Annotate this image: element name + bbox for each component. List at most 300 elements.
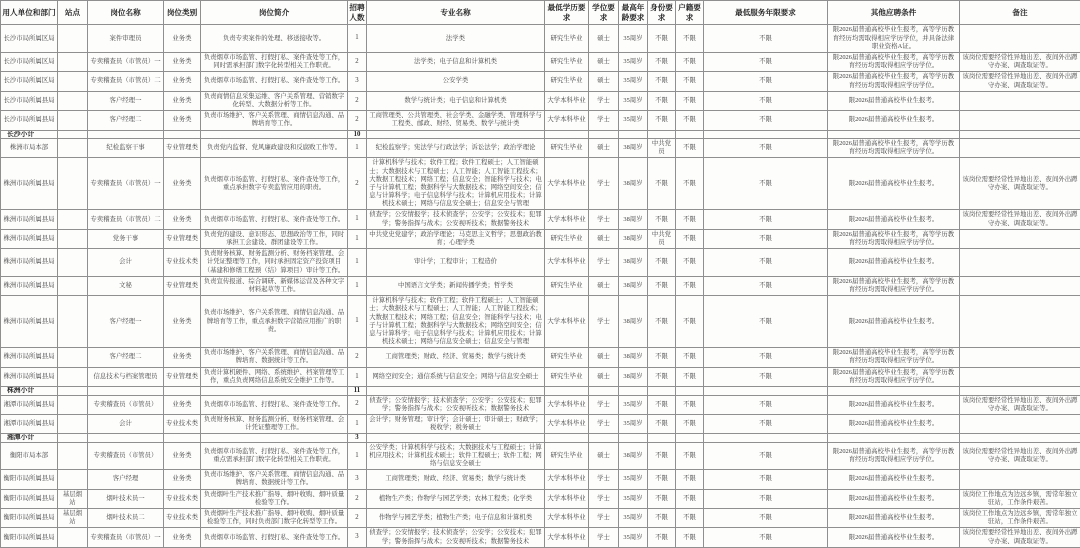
cell-count: 2 bbox=[348, 489, 367, 508]
cell-hukou: 不限 bbox=[676, 25, 704, 53]
cell-desc: 负责烟草市场监管、打假打私、案件查处等工作。 bbox=[201, 72, 348, 91]
cell-site bbox=[58, 348, 88, 367]
cell-unit: 衡阳市局本部 bbox=[1, 442, 58, 470]
cell-other bbox=[828, 434, 960, 442]
cell-service: 不限 bbox=[704, 509, 828, 528]
cell-unit: 株洲小计 bbox=[1, 387, 58, 395]
cell-age bbox=[619, 130, 648, 138]
cell-category: 专业技术类 bbox=[164, 509, 201, 528]
cell-degree: 硕士 bbox=[589, 367, 619, 386]
cell-edu: 大学本科毕业 bbox=[545, 249, 589, 277]
cell-count: 1 bbox=[348, 249, 367, 277]
cell-unit: 衡阳市局所属县局 bbox=[1, 470, 58, 489]
cell-count: 1 bbox=[348, 367, 367, 386]
cell-unit: 长沙市局所属县局 bbox=[1, 111, 58, 130]
cell-count: 1 bbox=[348, 138, 367, 157]
cell-age bbox=[619, 387, 648, 395]
cell-hukou: 不限 bbox=[676, 367, 704, 386]
cell-site bbox=[58, 210, 88, 229]
cell-desc: 负责计算机硬件、网络、系统维护、档案管理等工作，重点负责网络信息系统安全维护工作等。 bbox=[201, 367, 348, 386]
cell-edu: 大学本科毕业 bbox=[545, 395, 589, 414]
cell-desc: 负责市场维护、客户关系管理、商情信息沟通、品牌培育、数据统计等工作。 bbox=[201, 348, 348, 367]
cell-unit: 衡阳市局所属县局 bbox=[1, 509, 58, 528]
cell-service: 不限 bbox=[704, 528, 828, 547]
cell-edu: 大学本科毕业 bbox=[545, 111, 589, 130]
cell-title: 专卖稽查员（市管员）一 bbox=[88, 528, 164, 547]
cell-service: 不限 bbox=[704, 158, 828, 210]
cell-category: 专业技术类 bbox=[164, 249, 201, 277]
column-header-hukou: 户籍要求 bbox=[676, 1, 704, 25]
cell-majors: 工商管理类、公共管理类、社会学类、金融学类、管理科学与工程类、邮政、财经、贸易类、数学与统计类 bbox=[367, 111, 545, 130]
cell-age: 38周岁 bbox=[619, 249, 648, 277]
cell-remark: 该岗位需要经常性异地出差、夜间外出蹲守办案、调查取证等。 bbox=[960, 53, 1080, 72]
cell-site bbox=[58, 158, 88, 210]
cell-site bbox=[58, 414, 88, 433]
cell-identity: 不限 bbox=[648, 210, 676, 229]
cell-hukou: 不限 bbox=[676, 111, 704, 130]
cell-other: 限2026届普通高校毕业生报考，高等学历教育经历均需取得相应学历学位。 bbox=[828, 442, 960, 470]
table-row bbox=[1, 138, 1080, 157]
cell-identity: 不限 bbox=[648, 25, 676, 53]
cell-title: 专卖稽查员（市管员）一 bbox=[88, 158, 164, 210]
cell-count: 2 bbox=[348, 348, 367, 367]
cell-identity: 不限 bbox=[648, 509, 676, 528]
cell-title bbox=[88, 434, 164, 442]
cell-other: 限2026届普通高校毕业生报考，高等学历教育经历均需取得相应学历学位。 bbox=[828, 276, 960, 295]
cell-title: 信息技术与档案管理员 bbox=[88, 367, 164, 386]
cell-service bbox=[704, 387, 828, 395]
cell-category: 业务类 bbox=[164, 470, 201, 489]
cell-identity: 不限 bbox=[648, 489, 676, 508]
column-header-edu: 最低学历要求 bbox=[545, 1, 589, 25]
cell-category: 业务类 bbox=[164, 442, 201, 470]
cell-degree bbox=[589, 434, 619, 442]
column-header-degree: 学位要求 bbox=[589, 1, 619, 25]
cell-age: 35周岁 bbox=[619, 395, 648, 414]
column-header-site: 站点 bbox=[58, 1, 88, 25]
cell-desc: 负责烟草市场监管、打假打私、案件查处等工作。 bbox=[201, 210, 348, 229]
cell-title: 烟叶技术员二 bbox=[88, 509, 164, 528]
cell-service: 不限 bbox=[704, 395, 828, 414]
cell-identity: 不限 bbox=[648, 72, 676, 91]
header-row bbox=[1, 1, 1080, 25]
cell-site bbox=[58, 130, 88, 138]
cell-age: 38周岁 bbox=[619, 210, 648, 229]
cell-count: 10 bbox=[348, 130, 367, 138]
cell-title bbox=[88, 130, 164, 138]
column-header-other: 其他应聘条件 bbox=[828, 1, 960, 25]
cell-unit: 株洲市局所属县局 bbox=[1, 158, 58, 210]
cell-identity bbox=[648, 434, 676, 442]
table-row bbox=[1, 210, 1080, 229]
cell-remark bbox=[960, 296, 1080, 348]
cell-remark: 该岗位需要经常性异地出差、夜间外出蹲守办案、调查取证等。 bbox=[960, 158, 1080, 210]
cell-age: 38周岁 bbox=[619, 138, 648, 157]
cell-service bbox=[704, 130, 828, 138]
cell-age: 38周岁 bbox=[619, 158, 648, 210]
cell-edu: 大学本科毕业 bbox=[545, 158, 589, 210]
cell-desc: 负责党内监督、党风廉政建设和反腐败工作等。 bbox=[201, 138, 348, 157]
cell-unit: 株洲市局所属县局 bbox=[1, 249, 58, 277]
cell-other: 限2026届普通高校毕业生报考，高等学历教育经历均需取得相应学历学位。 bbox=[828, 348, 960, 367]
cell-majors: 工商管理类；财政、经济、贸易类；数学与统计类 bbox=[367, 348, 545, 367]
cell-desc: 负责商情信息采集运维、客户关系管理、营销数字化转型、大数据分析等工作。 bbox=[201, 91, 348, 110]
cell-category: 业务类 bbox=[164, 25, 201, 53]
cell-title: 会计 bbox=[88, 249, 164, 277]
cell-hukou: 不限 bbox=[676, 489, 704, 508]
cell-title: 客户经理 bbox=[88, 470, 164, 489]
subtotal-row bbox=[1, 387, 1080, 395]
cell-age: 38周岁 bbox=[619, 296, 648, 348]
cell-desc: 负责市场维护、客户关系管理、商情信息沟通、品牌培育、数据统计等工作。 bbox=[201, 470, 348, 489]
cell-title: 客户经理一 bbox=[88, 91, 164, 110]
cell-identity: 中共党员 bbox=[648, 138, 676, 157]
cell-unit: 衡阳市局所属县局 bbox=[1, 528, 58, 547]
cell-hukou: 不限 bbox=[676, 158, 704, 210]
cell-degree: 硕士 bbox=[589, 229, 619, 248]
cell-unit: 株洲市局所属县局 bbox=[1, 210, 58, 229]
cell-category bbox=[164, 434, 201, 442]
cell-site bbox=[58, 249, 88, 277]
cell-service: 不限 bbox=[704, 72, 828, 91]
cell-unit: 湘潭市局所属县局 bbox=[1, 414, 58, 433]
cell-site bbox=[58, 53, 88, 72]
cell-category: 专业管理类 bbox=[164, 367, 201, 386]
cell-unit: 株洲市局所属县局 bbox=[1, 367, 58, 386]
cell-category: 专业管理类 bbox=[164, 229, 201, 248]
cell-hukou: 不限 bbox=[676, 276, 704, 295]
cell-site bbox=[58, 442, 88, 470]
column-header-unit: 用人单位和部门 bbox=[1, 1, 58, 25]
cell-remark: 该岗位需要经常性异地出差、夜间外出蹲守办案、调查取证等。 bbox=[960, 395, 1080, 414]
cell-desc bbox=[201, 130, 348, 138]
cell-hukou: 不限 bbox=[676, 348, 704, 367]
cell-other: 限2026届普通高校毕业生报考，高等学历教育经历均需取得相应学历学位。 bbox=[828, 229, 960, 248]
cell-other: 限2026届普通高校毕业生报考。 bbox=[828, 111, 960, 130]
cell-edu: 研究生毕业 bbox=[545, 25, 589, 53]
cell-service: 不限 bbox=[704, 348, 828, 367]
table-row bbox=[1, 442, 1080, 470]
table-row bbox=[1, 276, 1080, 295]
cell-desc bbox=[201, 387, 348, 395]
cell-identity bbox=[648, 130, 676, 138]
cell-age bbox=[619, 434, 648, 442]
cell-count: 2 bbox=[348, 395, 367, 414]
cell-age: 35周岁 bbox=[619, 509, 648, 528]
cell-service: 不限 bbox=[704, 229, 828, 248]
cell-remark bbox=[960, 111, 1080, 130]
cell-site bbox=[58, 25, 88, 53]
cell-degree: 学士 bbox=[589, 470, 619, 489]
cell-title: 客户经理一 bbox=[88, 296, 164, 348]
cell-edu: 研究生毕业 bbox=[545, 348, 589, 367]
cell-remark bbox=[960, 130, 1080, 138]
cell-desc: 负责市场维护、客户关系管理、商情信息沟通、品牌培育等工作，重点承担数字营销应用推广的职责。 bbox=[201, 296, 348, 348]
cell-majors: 法学类 bbox=[367, 25, 545, 53]
cell-remark bbox=[960, 348, 1080, 367]
cell-age: 35周岁 bbox=[619, 470, 648, 489]
cell-identity: 不限 bbox=[648, 53, 676, 72]
cell-service: 不限 bbox=[704, 111, 828, 130]
cell-degree: 学士 bbox=[589, 158, 619, 210]
cell-service: 不限 bbox=[704, 210, 828, 229]
subtotal-row bbox=[1, 130, 1080, 138]
cell-other bbox=[828, 130, 960, 138]
cell-hukou: 不限 bbox=[676, 249, 704, 277]
cell-service: 不限 bbox=[704, 138, 828, 157]
cell-count: 3 bbox=[348, 528, 367, 547]
cell-count: 1 bbox=[348, 414, 367, 433]
cell-hukou: 不限 bbox=[676, 470, 704, 489]
cell-degree: 学士 bbox=[589, 249, 619, 277]
column-header-identity: 身份要求 bbox=[648, 1, 676, 25]
cell-hukou bbox=[676, 434, 704, 442]
cell-unit: 株洲市局本部 bbox=[1, 138, 58, 157]
cell-site: 基层烟站 bbox=[58, 489, 88, 508]
table-row bbox=[1, 25, 1080, 53]
cell-title: 专卖稽查员（市管员）一 bbox=[88, 53, 164, 72]
cell-unit: 株洲市局所属县局 bbox=[1, 276, 58, 295]
cell-unit: 湘潭市局所属县局 bbox=[1, 395, 58, 414]
cell-category: 专业管理类 bbox=[164, 276, 201, 295]
cell-count: 2 bbox=[348, 111, 367, 130]
cell-hukou: 不限 bbox=[676, 229, 704, 248]
column-header-title: 岗位名称 bbox=[88, 1, 164, 25]
cell-other: 限2026届普通高校毕业生报考。 bbox=[828, 249, 960, 277]
cell-other: 限2026届普通高校毕业生报考，高等学历教育经历均需取得相应学历学位，并具备法律职业资格A证。 bbox=[828, 25, 960, 53]
cell-identity: 不限 bbox=[648, 111, 676, 130]
cell-other: 限2026届普通高校毕业生报考。 bbox=[828, 395, 960, 414]
cell-degree: 学士 bbox=[589, 210, 619, 229]
cell-category: 业务类 bbox=[164, 395, 201, 414]
cell-age: 35周岁 bbox=[619, 528, 648, 547]
cell-age: 38周岁 bbox=[619, 442, 648, 470]
cell-site bbox=[58, 72, 88, 91]
cell-identity: 不限 bbox=[648, 442, 676, 470]
table-row bbox=[1, 249, 1080, 277]
cell-title bbox=[88, 387, 164, 395]
cell-age: 38周岁 bbox=[619, 367, 648, 386]
cell-identity: 不限 bbox=[648, 528, 676, 547]
cell-majors: 网络空间安全；通信系统与信息安全；网络与信息安全硕士 bbox=[367, 367, 545, 386]
cell-identity: 不限 bbox=[648, 91, 676, 110]
cell-title: 会计 bbox=[88, 414, 164, 433]
cell-hukou: 不限 bbox=[676, 509, 704, 528]
cell-category: 业务类 bbox=[164, 111, 201, 130]
cell-category: 专业技术类 bbox=[164, 489, 201, 508]
table-row bbox=[1, 72, 1080, 91]
cell-majors bbox=[367, 434, 545, 442]
cell-age: 38周岁 bbox=[619, 348, 648, 367]
cell-hukou: 不限 bbox=[676, 210, 704, 229]
cell-site bbox=[58, 138, 88, 157]
cell-count: 2 bbox=[348, 53, 367, 72]
cell-service: 不限 bbox=[704, 25, 828, 53]
cell-hukou: 不限 bbox=[676, 442, 704, 470]
cell-remark: 该岗位需要经常性异地出差、夜间外出蹲守办案、调查取证等。 bbox=[960, 442, 1080, 470]
cell-title: 客户经理二 bbox=[88, 348, 164, 367]
cell-identity: 不限 bbox=[648, 296, 676, 348]
cell-hukou bbox=[676, 387, 704, 395]
cell-majors: 公安学类；计算机科学与技术；大数据技术与工程硕士；计算机应用技术；计算机技术硕士；软件工程硕士；软件工程；网络与信息安全硕士 bbox=[367, 442, 545, 470]
cell-site bbox=[58, 367, 88, 386]
cell-identity: 不限 bbox=[648, 276, 676, 295]
cell-other bbox=[828, 387, 960, 395]
cell-hukou: 不限 bbox=[676, 138, 704, 157]
cell-title: 案件审理员 bbox=[88, 25, 164, 53]
cell-count: 1 bbox=[348, 296, 367, 348]
cell-edu: 大学本科毕业 bbox=[545, 210, 589, 229]
cell-edu: 研究生毕业 bbox=[545, 367, 589, 386]
cell-degree: 学士 bbox=[589, 91, 619, 110]
cell-site bbox=[58, 470, 88, 489]
cell-site bbox=[58, 387, 88, 395]
cell-edu bbox=[545, 130, 589, 138]
cell-site bbox=[58, 296, 88, 348]
cell-age: 35周岁 bbox=[619, 489, 648, 508]
cell-identity: 不限 bbox=[648, 367, 676, 386]
cell-majors: 侦查学；公安情报学；技术侦查学；公安学；公安技术；犯罪学；警务指挥与战术；公安视听技术；数据警务技术 bbox=[367, 395, 545, 414]
cell-desc: 负责财务核算、财务监测分析、财务档案管理、会计凭证整理等工作。 bbox=[201, 414, 348, 433]
cell-count: 3 bbox=[348, 72, 367, 91]
cell-majors: 数学与统计类；电子信息和计算机类 bbox=[367, 91, 545, 110]
cell-identity: 不限 bbox=[648, 395, 676, 414]
cell-degree: 硕士 bbox=[589, 442, 619, 470]
cell-title: 文秘 bbox=[88, 276, 164, 295]
cell-degree: 硕士 bbox=[589, 25, 619, 53]
cell-category: 业务类 bbox=[164, 528, 201, 547]
cell-category: 业务类 bbox=[164, 296, 201, 348]
cell-site bbox=[58, 276, 88, 295]
cell-edu: 研究生毕业 bbox=[545, 276, 589, 295]
cell-service: 不限 bbox=[704, 470, 828, 489]
cell-other: 限2026届普通高校毕业生报考。 bbox=[828, 158, 960, 210]
cell-other: 限2026届普通高校毕业生报考，高等学历教育经历均需取得相应学历学位。 bbox=[828, 72, 960, 91]
cell-desc: 负责烟草市场监管、打假打私、案件查处等工作。 bbox=[201, 395, 348, 414]
cell-service: 不限 bbox=[704, 249, 828, 277]
cell-majors: 纪检监察学；宪法学与行政法学；诉讼法学；政治学理论 bbox=[367, 138, 545, 157]
cell-hukou: 不限 bbox=[676, 91, 704, 110]
table-header bbox=[1, 1, 1080, 25]
cell-remark bbox=[960, 276, 1080, 295]
table-row bbox=[1, 367, 1080, 386]
cell-other: 限2026届普通高校毕业生报考。 bbox=[828, 91, 960, 110]
cell-majors: 植物生产类；作物学与园艺学类；农林工程类；化学类 bbox=[367, 489, 545, 508]
cell-majors: 中共党史党建学；政治学理论；马克思主义哲学；思想政治教育；心理学类 bbox=[367, 229, 545, 248]
cell-remark bbox=[960, 414, 1080, 433]
cell-site bbox=[58, 229, 88, 248]
cell-count: 1 bbox=[348, 276, 367, 295]
column-header-desc: 岗位简介 bbox=[201, 1, 348, 25]
cell-majors: 计算机科学与技术；软件工程；软件工程硕士；人工智能硕士；大数据技术与工程硕士；人工智能；人工智能工程技术；大数据工程技术；网络工程；信息安全；智能科学与技术；电子与计算机工程；数据科学与大数据技术；网络空间安全；信息与计算科学；电子信息科学与技术；计算机应用技术；计算机技术硕士；网络与信息安全硕士；信息安全与管理 bbox=[367, 158, 545, 210]
cell-remark bbox=[960, 138, 1080, 157]
cell-degree: 硕士 bbox=[589, 348, 619, 367]
cell-identity: 中共党员 bbox=[648, 229, 676, 248]
cell-service: 不限 bbox=[704, 367, 828, 386]
table-body bbox=[1, 25, 1080, 547]
cell-majors: 侦查学；公安情报学；技术侦查学；公安学；公安技术；犯罪学；警务指挥与战术；公安视听技术；数据警务技术 bbox=[367, 528, 545, 547]
cell-edu: 研究生毕业 bbox=[545, 138, 589, 157]
cell-edu: 大学本科毕业 bbox=[545, 509, 589, 528]
cell-service: 不限 bbox=[704, 414, 828, 433]
cell-degree bbox=[589, 387, 619, 395]
cell-title: 纪检监察干事 bbox=[88, 138, 164, 157]
cell-age: 38周岁 bbox=[619, 276, 648, 295]
cell-desc: 负责专卖案件的处理、移送接收等。 bbox=[201, 25, 348, 53]
table-row bbox=[1, 296, 1080, 348]
cell-count: 1 bbox=[348, 25, 367, 53]
cell-desc: 负责宣传报道、综合调研、新媒体运营及各种文字材料起草等工作。 bbox=[201, 276, 348, 295]
cell-site bbox=[58, 111, 88, 130]
cell-desc: 负责烟草市场监管、打假打私、案件查处等工作，重点需承担部门数字化转型相关工作职责。 bbox=[201, 442, 348, 470]
cell-edu bbox=[545, 434, 589, 442]
cell-title: 专卖稽查员（市管员） bbox=[88, 395, 164, 414]
cell-remark bbox=[960, 367, 1080, 386]
column-header-majors: 专业名称 bbox=[367, 1, 545, 25]
cell-remark bbox=[960, 25, 1080, 53]
cell-remark: 该岗位需要经常性异地出差、夜间外出蹲守办案、调查取证等。 bbox=[960, 528, 1080, 547]
table-row bbox=[1, 91, 1080, 110]
cell-majors: 计算机科学与技术；软件工程；软件工程硕士；人工智能硕士；大数据技术与工程硕士；人工智能；人工智能工程技术；大数据工程技术；网络工程；信息安全；智能科学与技术；电子与计算机工程；数据科学与大数据技术；网络空间安全；信息与计算科学；电子信息科学与技术；计算机应用技术；计算机技术硕士；网络与信息安全硕士；信息安全与管理 bbox=[367, 296, 545, 348]
cell-remark: 该岗位需要经常性异地出差、夜间外出蹲守办案、调查取证等。 bbox=[960, 210, 1080, 229]
cell-service: 不限 bbox=[704, 296, 828, 348]
cell-unit: 衡阳市局所属县局 bbox=[1, 489, 58, 508]
cell-site bbox=[58, 91, 88, 110]
cell-unit: 长沙市局所属县局 bbox=[1, 91, 58, 110]
cell-service: 不限 bbox=[704, 91, 828, 110]
cell-hukou: 不限 bbox=[676, 296, 704, 348]
cell-edu: 研究生毕业 bbox=[545, 53, 589, 72]
cell-category: 专业技术类 bbox=[164, 414, 201, 433]
cell-category: 业务类 bbox=[164, 348, 201, 367]
cell-hukou: 不限 bbox=[676, 53, 704, 72]
cell-count: 2 bbox=[348, 91, 367, 110]
cell-category bbox=[164, 387, 201, 395]
cell-edu: 大学本科毕业 bbox=[545, 470, 589, 489]
cell-remark bbox=[960, 229, 1080, 248]
cell-count: 2 bbox=[348, 509, 367, 528]
cell-hukou: 不限 bbox=[676, 528, 704, 547]
cell-degree: 硕士 bbox=[589, 53, 619, 72]
table-row bbox=[1, 528, 1080, 547]
cell-degree: 学士 bbox=[589, 296, 619, 348]
cell-category: 业务类 bbox=[164, 53, 201, 72]
table-row bbox=[1, 509, 1080, 528]
cell-majors bbox=[367, 387, 545, 395]
cell-majors: 中国语言文学类；新闻传播学类；哲学类 bbox=[367, 276, 545, 295]
cell-site bbox=[58, 434, 88, 442]
cell-unit: 湘潭小计 bbox=[1, 434, 58, 442]
cell-edu: 大学本科毕业 bbox=[545, 91, 589, 110]
cell-unit: 长沙小计 bbox=[1, 130, 58, 138]
cell-remark: 该岗位工作地点为边远乡镇，需常年独立驻站，工作条件艰苦。 bbox=[960, 509, 1080, 528]
table-row bbox=[1, 470, 1080, 489]
cell-edu: 大学本科毕业 bbox=[545, 296, 589, 348]
cell-site bbox=[58, 395, 88, 414]
cell-desc: 负责市场维护、客户关系管理、商情信息沟通、品牌培育等工作。 bbox=[201, 111, 348, 130]
cell-category: 业务类 bbox=[164, 158, 201, 210]
cell-majors: 会计学；财务管理；审计学；会计硕士；审计硕士；财政学；税收学；税务硕士 bbox=[367, 414, 545, 433]
table-row bbox=[1, 414, 1080, 433]
cell-desc: 负责党的建设、意识形态、思想政治等工作，同时承担工会建设、群团建设等工作。 bbox=[201, 229, 348, 248]
cell-category: 业务类 bbox=[164, 91, 201, 110]
cell-other: 限2026届普通高校毕业生报考。 bbox=[828, 489, 960, 508]
cell-count: 3 bbox=[348, 434, 367, 442]
cell-count: 3 bbox=[348, 470, 367, 489]
cell-remark: 该岗位需要经常性异地出差、夜间外出蹲守办案、调查取证等。 bbox=[960, 72, 1080, 91]
cell-unit: 长沙市局所属区局 bbox=[1, 72, 58, 91]
column-header-count: 招聘人数 bbox=[348, 1, 367, 25]
